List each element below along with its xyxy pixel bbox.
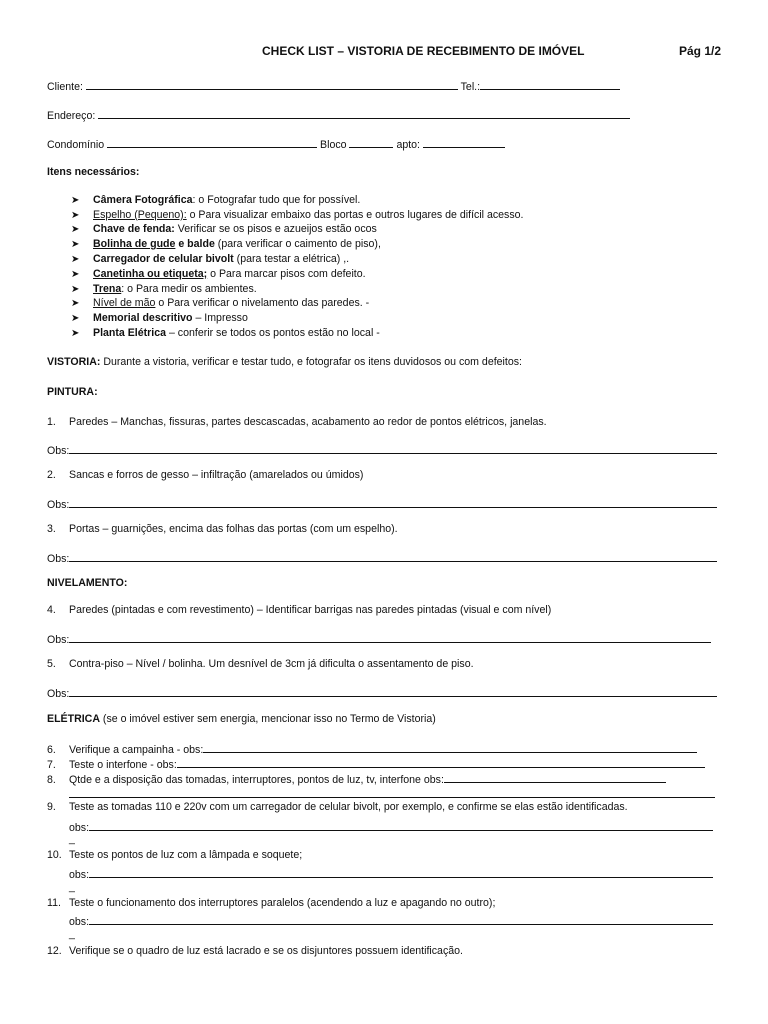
checklist-item: 5. Contra-piso – Nível / bolinha. Um desnível de 3cm já dificulta o assentamento de piso. [47,658,474,670]
cliente-field[interactable] [86,78,458,90]
list-item: ➤ Carregador de celular bivolt (para testar a elétrica) ,. [71,253,350,265]
endereco-label: Endereço: [47,110,96,122]
obs-field[interactable] [69,550,717,562]
endereco-row [47,107,630,123]
obs-row: obs: [69,913,713,929]
obs-field[interactable] [69,496,717,508]
cliente-label: Cliente: [47,81,83,93]
checklist-item: 2. Sancas e forros de gesso – infiltração (amarelados ou úmidos) [47,469,364,481]
arrow-bullet-icon: ➤ [71,269,80,280]
arrow-bullet-icon: ➤ [71,210,80,221]
list-item: ➤ Bolinha de gude e balde (para verificar o caimento de piso), [71,238,381,250]
checklist-item: 12. Verifique se o quadro de luz está lacrado e se os disjuntores possuem identificação. [47,945,463,957]
checklist-item: 4. Paredes (pintadas e com revestimento) – Identificar barrigas nas paredes pintadas (visual e com nível) [47,604,552,616]
checklist-item: 9. Teste as tomadas 110 e 220v com um carregador de celular bivolt, por exemplo, e confirme se elas estão identificadas. [47,801,628,813]
arrow-bullet-icon: ➤ [71,195,80,206]
checklist-item: 10. Teste os pontos de luz com a lâmpada e soquete; [47,849,303,861]
endereco-field[interactable] [98,107,630,119]
arrow-bullet-icon: ➤ [71,239,80,250]
condominio-label: Condomínio [47,139,105,151]
list-item: ➤ Planta Elétrica – conferir se todos os pontos estão no local - [71,327,380,339]
arrow-bullet-icon: ➤ [71,284,80,295]
tel-field[interactable] [480,78,620,90]
checklist-item: 11. Teste o funcionamento dos interruptores paralelos (acendendo a luz e apagando no outro); [47,897,496,909]
nivelamento-heading: NIVELAMENTO: [47,577,128,589]
cliente-row [47,78,620,94]
list-item: ➤ Câmera Fotográfica: o Fotografar tudo que for possível. [71,194,361,206]
obs-dash: _ [69,833,75,845]
obs-field[interactable] [444,771,666,783]
list-item: ➤ Memorial descritivo – Impresso [71,312,248,324]
list-item: ➤ Trena: o Para medir os ambientes. [71,283,257,295]
bloco-field[interactable] [349,136,393,148]
checklist-item: 7. Teste o interfone - obs: [47,756,705,772]
list-item: ➤ Chave de fenda: Verificar se os pisos e azueijos estão ocos [71,223,377,235]
condominio-field[interactable] [107,136,317,148]
checklist-item: 1. Paredes – Manchas, fissuras, partes descascadas, acabamento ao redor de pontos elétricos, janelas. [47,416,547,428]
obs-field[interactable] [69,442,717,454]
arrow-bullet-icon: ➤ [71,254,80,265]
apto-label: apto: [396,139,420,151]
list-item: ➤ Canetinha ou etiqueta; o Para marcar pisos com defeito. [71,268,366,280]
arrow-bullet-icon: ➤ [71,298,80,309]
list-item: ➤ Nível de mão o Para verificar o nivelamento das paredes. - [71,297,370,309]
page-number: Pág 1/2 [679,44,722,58]
obs-field[interactable] [203,741,697,753]
obs-field[interactable] [69,631,711,643]
pintura-heading: PINTURA: [47,386,98,398]
bloco-label: Bloco [320,139,347,151]
obs-field[interactable] [89,866,713,878]
obs-row: obs: [69,866,713,882]
obs-row: Obs: [47,550,717,566]
itens-heading: Itens necessários: [47,166,140,178]
obs-field[interactable] [89,819,713,831]
checklist-item: 8. Qtde e a disposição das tomadas, interruptores, pontos de luz, tv, interfone obs: [47,771,666,787]
obs-continuation [69,786,715,802]
obs-dash: _ [69,928,75,940]
list-item: ➤ Espelho (Pequeno): o Para visualizar embaixo das portas e outros lugares de difícil acesso. [71,209,524,221]
obs-dash: _ [69,881,75,893]
apto-field[interactable] [423,136,505,148]
obs-field[interactable] [69,786,715,798]
arrow-bullet-icon: ➤ [71,224,80,235]
arrow-bullet-icon: ➤ [71,313,80,324]
condominio-row [47,136,505,152]
checklist-item: 6. Verifique a campainha - obs: [47,741,697,757]
checklist-item: 3. Portas – guarnições, encima das folhas das portas (com um espelho). [47,523,398,535]
document-title: CHECK LIST – VISTORIA DE RECEBIMENTO DE IMÓVEL [262,44,585,58]
obs-row: Obs: [47,442,717,458]
obs-field[interactable] [177,756,705,768]
arrow-bullet-icon: ➤ [71,328,80,339]
obs-row: Obs: [47,496,717,512]
obs-row: obs: [69,819,713,835]
obs-row: Obs: [47,685,717,701]
eletrica-heading: ELÉTRICA (se o imóvel estiver sem energia, mencionar isso no Termo de Vistoria) [47,713,436,725]
obs-row: Obs: [47,631,711,647]
tel-label: Tel.: [460,81,481,93]
obs-field[interactable] [69,685,717,697]
vistoria-line: VISTORIA: Durante a vistoria, verificar e testar tudo, e fotografar os itens duvidosos ou com defeitos: [47,356,522,368]
obs-field[interactable] [89,913,713,925]
